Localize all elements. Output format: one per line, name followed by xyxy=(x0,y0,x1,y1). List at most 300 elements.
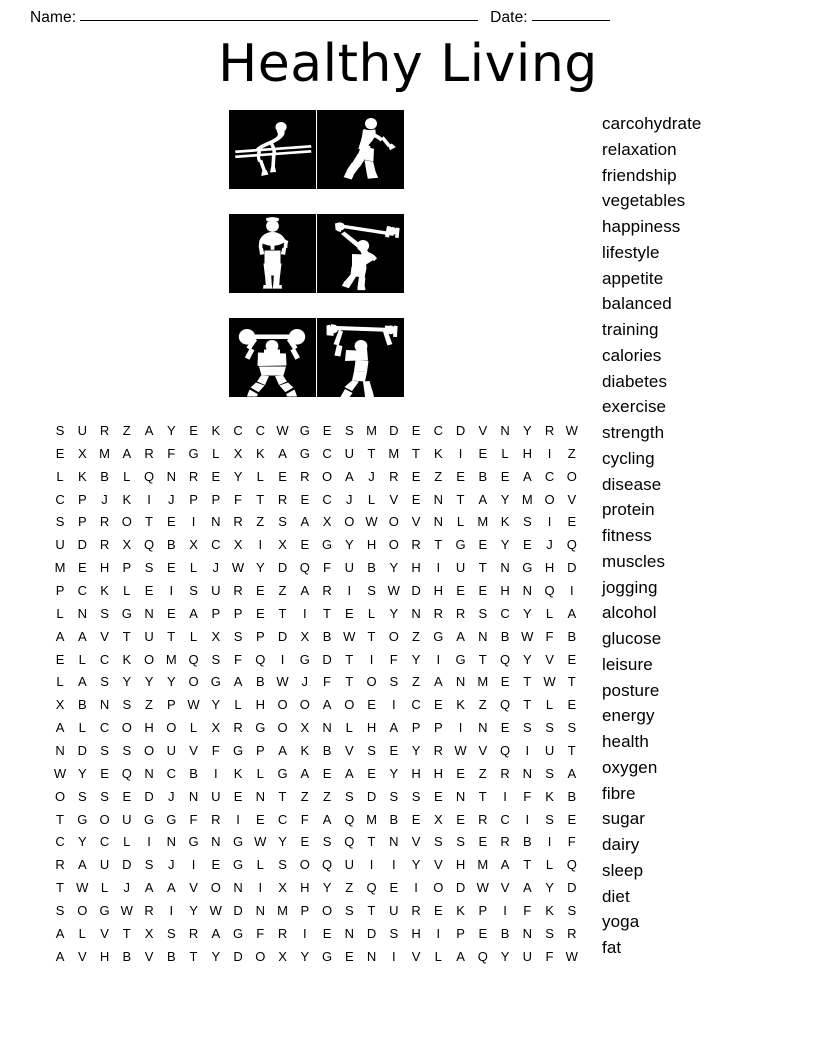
grid-letter[interactable]: I xyxy=(436,560,441,576)
grid-letter[interactable]: C xyxy=(411,697,421,713)
grid-letter[interactable]: C xyxy=(77,582,88,598)
grid-letter[interactable]: I xyxy=(302,925,307,941)
grid-letter[interactable]: E xyxy=(255,582,265,598)
grid-letter[interactable]: R xyxy=(211,811,221,827)
grid-letter[interactable]: X xyxy=(300,720,310,736)
grid-letter[interactable]: B xyxy=(100,468,110,484)
grid-letter[interactable]: D xyxy=(144,788,154,804)
grid-letter[interactable]: B xyxy=(367,560,377,576)
grid-letter[interactable]: W xyxy=(343,628,356,644)
grid-letter[interactable]: K xyxy=(233,765,243,781)
grid-letter[interactable]: X xyxy=(233,445,243,461)
grid-letter[interactable]: H xyxy=(544,560,555,576)
grid-letter[interactable]: Q xyxy=(321,857,333,873)
grid-letter[interactable]: F xyxy=(211,742,220,758)
grid-letter[interactable]: L xyxy=(56,468,64,484)
grid-letter[interactable]: Y xyxy=(389,605,399,621)
grid-letter[interactable]: T xyxy=(523,857,532,873)
grid-letter[interactable]: S xyxy=(522,514,532,530)
grid-letter[interactable]: E xyxy=(189,422,199,438)
grid-letter[interactable]: A xyxy=(77,674,87,690)
grid-letter[interactable]: A xyxy=(55,925,65,941)
grid-letter[interactable]: N xyxy=(500,422,510,438)
grid-letter[interactable]: Z xyxy=(412,674,421,690)
grid-letter[interactable]: Y xyxy=(389,560,399,576)
grid-letter[interactable]: B xyxy=(255,674,265,690)
grid-letter[interactable]: L xyxy=(78,651,87,667)
grid-letter[interactable]: F xyxy=(323,560,332,576)
grid-letter[interactable]: A xyxy=(300,514,310,530)
grid-letter[interactable]: E xyxy=(300,491,310,507)
grid-letter[interactable]: A xyxy=(144,422,154,438)
grid-letter[interactable]: G xyxy=(166,811,177,827)
grid-letter[interactable]: S xyxy=(478,605,488,621)
grid-letter[interactable]: O xyxy=(299,697,311,713)
grid-letter[interactable]: R xyxy=(411,537,421,553)
grid-letter[interactable]: V xyxy=(433,857,443,873)
grid-letter[interactable]: F xyxy=(167,445,176,461)
grid-letter[interactable]: X xyxy=(144,925,154,941)
grid-letter[interactable]: M xyxy=(477,514,489,530)
grid-letter[interactable]: S xyxy=(567,720,577,736)
grid-letter[interactable]: H xyxy=(455,857,466,873)
grid-letter[interactable]: R xyxy=(99,537,110,553)
grid-letter[interactable]: F xyxy=(389,651,398,667)
grid-letter[interactable]: F xyxy=(567,834,576,850)
grid-letter[interactable]: S xyxy=(367,582,377,598)
grid-letter[interactable]: E xyxy=(211,468,221,484)
grid-letter[interactable]: G xyxy=(121,605,133,621)
grid-letter[interactable]: A xyxy=(55,720,65,736)
grid-letter[interactable]: A xyxy=(433,674,443,690)
grid-letter[interactable]: S xyxy=(344,788,354,804)
grid-letter[interactable]: O xyxy=(143,651,155,667)
grid-letter[interactable]: Q xyxy=(299,560,311,576)
grid-letter[interactable]: T xyxy=(367,902,376,918)
grid-letter[interactable]: E xyxy=(411,811,421,827)
grid-letter[interactable]: V xyxy=(411,834,421,850)
grid-letter[interactable]: C xyxy=(544,468,555,484)
grid-letter[interactable]: T xyxy=(189,948,198,964)
grid-letter[interactable]: X xyxy=(77,445,87,461)
grid-letter[interactable]: O xyxy=(121,514,133,530)
grid-letter[interactable]: D xyxy=(277,560,288,576)
grid-letter[interactable]: V xyxy=(100,628,110,644)
grid-letter[interactable]: G xyxy=(299,422,311,438)
grid-letter[interactable]: U xyxy=(544,742,555,758)
grid-letter[interactable]: M xyxy=(388,445,400,461)
grid-letter[interactable]: G xyxy=(188,445,199,461)
grid-letter[interactable]: E xyxy=(456,811,466,827)
grid-letter[interactable]: C xyxy=(211,537,221,553)
grid-letter[interactable]: S xyxy=(567,902,577,918)
grid-letter[interactable]: I xyxy=(169,582,174,598)
grid-letter[interactable]: H xyxy=(366,537,377,553)
grid-letter[interactable]: L xyxy=(367,491,376,507)
grid-letter[interactable]: E xyxy=(456,582,466,598)
grid-letter[interactable]: N xyxy=(166,468,177,484)
grid-letter[interactable]: Y xyxy=(500,537,510,553)
grid-letter[interactable]: E xyxy=(478,445,488,461)
grid-letter[interactable]: Z xyxy=(256,514,265,530)
grid-letter[interactable]: T xyxy=(323,605,332,621)
grid-letter[interactable]: E xyxy=(322,765,332,781)
grid-letter[interactable]: E xyxy=(389,880,399,896)
grid-letter[interactable]: S xyxy=(144,560,154,576)
grid-letter[interactable]: T xyxy=(478,651,487,667)
grid-letter[interactable]: Y xyxy=(344,537,354,553)
grid-letter[interactable]: L xyxy=(367,605,376,621)
grid-letter[interactable]: T xyxy=(122,925,131,941)
grid-letter[interactable]: Y xyxy=(211,948,221,964)
grid-letter[interactable]: S xyxy=(433,834,443,850)
grid-letter[interactable]: D xyxy=(389,422,399,438)
grid-letter[interactable]: L xyxy=(256,765,265,781)
grid-letter[interactable]: K xyxy=(433,445,443,461)
grid-letter[interactable]: P xyxy=(300,902,310,918)
grid-letter[interactable]: Q xyxy=(499,697,511,713)
grid-letter[interactable]: Y xyxy=(522,422,532,438)
grid-letter[interactable]: S xyxy=(545,811,555,827)
grid-letter[interactable]: O xyxy=(321,468,333,484)
grid-letter[interactable]: B xyxy=(166,948,176,964)
grid-letter[interactable]: S xyxy=(456,834,466,850)
grid-letter[interactable]: B xyxy=(322,628,332,644)
grid-letter[interactable]: W xyxy=(209,902,223,918)
grid-letter[interactable]: E xyxy=(166,605,176,621)
grid-letter[interactable]: E xyxy=(322,925,332,941)
grid-letter[interactable]: N xyxy=(478,628,488,644)
grid-letter[interactable]: I xyxy=(280,651,285,667)
grid-letter[interactable]: W xyxy=(276,422,289,438)
grid-letter[interactable]: R xyxy=(277,491,288,507)
grid-letter[interactable]: U xyxy=(344,560,355,576)
grid-letter[interactable]: S xyxy=(278,857,288,873)
grid-letter[interactable]: G xyxy=(299,651,311,667)
grid-letter[interactable]: N xyxy=(344,925,355,941)
grid-letter[interactable]: V xyxy=(144,948,154,964)
grid-letter[interactable]: Q xyxy=(566,857,578,873)
grid-letter[interactable]: H xyxy=(433,765,444,781)
grid-letter[interactable]: W xyxy=(120,902,134,918)
grid-letter[interactable]: K xyxy=(500,514,510,530)
grid-letter[interactable]: R xyxy=(144,902,154,918)
grid-letter[interactable]: V xyxy=(500,880,510,896)
grid-letter[interactable]: J xyxy=(101,491,108,507)
grid-letter[interactable]: I xyxy=(458,445,463,461)
grid-letter[interactable]: S xyxy=(322,834,332,850)
grid-letter[interactable]: R xyxy=(567,925,577,941)
grid-letter[interactable]: E xyxy=(367,697,377,713)
grid-letter[interactable]: T xyxy=(122,628,131,644)
grid-letter[interactable]: I xyxy=(391,948,396,964)
grid-letter[interactable]: X xyxy=(189,537,199,553)
grid-letter[interactable]: N xyxy=(166,834,177,850)
grid-letter[interactable]: L xyxy=(234,697,242,713)
grid-letter[interactable]: G xyxy=(232,742,244,758)
grid-letter[interactable]: F xyxy=(545,948,554,964)
grid-letter[interactable]: K xyxy=(77,468,87,484)
grid-letter[interactable]: V xyxy=(189,742,199,758)
grid-letter[interactable]: I xyxy=(147,491,152,507)
grid-letter[interactable]: P xyxy=(122,560,132,576)
grid-letter[interactable]: Y xyxy=(545,880,555,896)
grid-letter[interactable]: S xyxy=(367,742,377,758)
grid-letter[interactable]: M xyxy=(99,445,111,461)
grid-letter[interactable]: A xyxy=(211,925,221,941)
grid-letter[interactable]: B xyxy=(500,628,510,644)
grid-letter[interactable]: T xyxy=(256,491,265,507)
grid-letter[interactable]: Z xyxy=(434,468,443,484)
grid-letter[interactable]: A xyxy=(344,765,354,781)
grid-letter[interactable]: R xyxy=(99,422,110,438)
grid-letter[interactable]: I xyxy=(525,742,530,758)
grid-letter[interactable]: O xyxy=(299,857,311,873)
grid-letter[interactable]: H xyxy=(99,560,110,576)
grid-letter[interactable]: I xyxy=(258,537,263,553)
grid-letter[interactable]: N xyxy=(211,514,221,530)
grid-letter[interactable]: Q xyxy=(143,468,155,484)
grid-letter[interactable]: N xyxy=(144,765,154,781)
grid-letter[interactable]: T xyxy=(145,514,154,530)
grid-letter[interactable]: N xyxy=(144,605,154,621)
grid-letter[interactable]: C xyxy=(99,720,110,736)
grid-letter[interactable]: D xyxy=(567,880,577,896)
grid-letter[interactable]: L xyxy=(123,582,131,598)
grid-letter[interactable]: Z xyxy=(323,788,332,804)
grid-letter[interactable]: O xyxy=(388,628,400,644)
grid-letter[interactable]: E xyxy=(344,948,354,964)
grid-letter[interactable]: E xyxy=(478,834,488,850)
grid-letter[interactable]: H xyxy=(144,720,154,736)
grid-letter[interactable]: N xyxy=(389,834,399,850)
grid-letter[interactable]: D xyxy=(366,925,377,941)
grid-letter[interactable]: N xyxy=(500,560,510,576)
grid-letter[interactable]: E xyxy=(322,422,332,438)
grid-letter[interactable]: W xyxy=(543,674,556,690)
grid-letter[interactable]: O xyxy=(277,697,288,713)
grid-letter[interactable]: E xyxy=(344,605,354,621)
grid-letter[interactable]: N xyxy=(366,948,377,964)
grid-letter[interactable]: Q xyxy=(566,537,578,553)
grid-letter[interactable]: E xyxy=(567,811,577,827)
grid-letter[interactable]: P xyxy=(456,925,466,941)
grid-letter[interactable]: B xyxy=(122,948,132,964)
grid-letter[interactable]: K xyxy=(456,697,466,713)
grid-letter[interactable]: S xyxy=(100,742,110,758)
grid-letter[interactable]: X xyxy=(322,514,332,530)
grid-letter[interactable]: T xyxy=(412,445,421,461)
grid-letter[interactable]: G xyxy=(455,537,466,553)
grid-letter[interactable]: I xyxy=(347,582,352,598)
grid-letter[interactable]: A xyxy=(456,948,466,964)
grid-letter[interactable]: A xyxy=(456,628,466,644)
grid-letter[interactable]: S xyxy=(166,925,176,941)
grid-letter[interactable]: F xyxy=(300,811,309,827)
grid-letter[interactable]: W xyxy=(476,880,490,896)
grid-letter[interactable]: Y xyxy=(522,651,532,667)
grid-letter[interactable]: Q xyxy=(255,651,266,667)
grid-letter[interactable]: L xyxy=(56,674,64,690)
grid-letter[interactable]: F xyxy=(234,651,243,667)
grid-letter[interactable]: P xyxy=(211,491,221,507)
grid-letter[interactable]: X xyxy=(122,537,132,553)
grid-letter[interactable]: A xyxy=(77,628,87,644)
grid-letter[interactable]: E xyxy=(567,651,577,667)
grid-letter[interactable]: J xyxy=(212,560,220,576)
grid-letter[interactable]: R xyxy=(455,605,466,621)
grid-letter[interactable]: W xyxy=(565,948,579,964)
grid-letter[interactable]: O xyxy=(277,720,288,736)
grid-letter[interactable]: G xyxy=(232,834,244,850)
grid-letter[interactable]: A xyxy=(322,811,332,827)
grid-letter[interactable]: O xyxy=(388,537,400,553)
grid-letter[interactable]: V xyxy=(478,742,488,758)
grid-letter[interactable]: P xyxy=(55,582,65,598)
grid-letter[interactable]: B xyxy=(478,468,488,484)
grid-letter[interactable]: P xyxy=(433,720,443,736)
grid-letter[interactable]: O xyxy=(344,514,355,530)
grid-letter[interactable]: D xyxy=(455,880,466,896)
grid-letter[interactable]: D xyxy=(322,651,332,667)
grid-letter[interactable]: X xyxy=(278,537,288,553)
grid-letter[interactable]: I xyxy=(213,765,218,781)
grid-letter[interactable]: V xyxy=(100,925,110,941)
grid-letter[interactable]: F xyxy=(189,811,198,827)
grid-letter[interactable]: U xyxy=(144,628,154,644)
grid-letter[interactable]: E xyxy=(211,857,221,873)
grid-letter[interactable]: S xyxy=(122,742,132,758)
grid-letter[interactable]: L xyxy=(545,697,554,713)
grid-letter[interactable]: Q xyxy=(188,651,199,667)
grid-letter[interactable]: N xyxy=(478,720,488,736)
grid-letter[interactable]: C xyxy=(233,422,243,438)
grid-letter[interactable]: W xyxy=(254,834,267,850)
grid-letter[interactable]: H xyxy=(433,582,444,598)
grid-letter[interactable]: G xyxy=(321,537,333,553)
grid-letter[interactable]: Y xyxy=(77,834,87,850)
grid-letter[interactable]: C xyxy=(500,605,510,621)
grid-letter[interactable]: N xyxy=(255,788,266,804)
grid-letter[interactable]: T xyxy=(434,537,443,553)
grid-letter[interactable]: A xyxy=(300,582,310,598)
grid-letter[interactable]: T xyxy=(523,697,532,713)
grid-letter[interactable]: N xyxy=(522,582,533,598)
grid-letter[interactable]: N xyxy=(211,834,221,850)
grid-letter[interactable]: Q xyxy=(499,742,511,758)
grid-letter[interactable]: J xyxy=(168,491,175,507)
grid-letter[interactable]: V xyxy=(411,514,421,530)
grid-letter[interactable]: D xyxy=(411,582,421,598)
grid-letter[interactable]: X xyxy=(300,628,310,644)
grid-letter[interactable]: G xyxy=(77,811,88,827)
grid-letter[interactable]: E xyxy=(433,902,443,918)
grid-letter[interactable]: E xyxy=(567,697,577,713)
grid-letter[interactable]: U xyxy=(389,902,399,918)
grid-letter[interactable]: Z xyxy=(122,422,131,438)
grid-letter[interactable]: Z xyxy=(345,880,354,896)
grid-letter[interactable]: X xyxy=(433,811,443,827)
grid-letter[interactable]: O xyxy=(143,742,155,758)
grid-letter[interactable]: W xyxy=(521,628,534,644)
grid-letter[interactable]: A xyxy=(478,491,488,507)
grid-letter[interactable]: D xyxy=(122,857,132,873)
grid-letter[interactable]: I xyxy=(525,811,530,827)
grid-letter[interactable]: W xyxy=(565,422,579,438)
grid-letter[interactable]: O xyxy=(166,720,177,736)
grid-letter[interactable]: L xyxy=(212,445,220,461)
grid-letter[interactable]: S xyxy=(100,674,110,690)
grid-letter[interactable]: L xyxy=(256,468,265,484)
grid-letter[interactable]: R xyxy=(478,811,488,827)
grid-letter[interactable]: G xyxy=(321,948,333,964)
grid-letter[interactable]: Y xyxy=(411,857,421,873)
grid-letter[interactable]: R xyxy=(500,765,510,781)
grid-letter[interactable]: G xyxy=(299,445,311,461)
grid-letter[interactable]: Z xyxy=(478,765,487,781)
grid-letter[interactable]: M xyxy=(54,560,66,576)
grid-letter[interactable]: Z xyxy=(278,582,287,598)
grid-letter[interactable]: Y xyxy=(122,674,132,690)
grid-letter[interactable]: N xyxy=(233,880,243,896)
grid-letter[interactable]: R xyxy=(322,582,332,598)
grid-letter[interactable]: Y xyxy=(278,834,288,850)
grid-letter[interactable]: B xyxy=(77,697,87,713)
grid-letter[interactable]: E xyxy=(233,788,243,804)
grid-letter[interactable]: T xyxy=(367,628,376,644)
grid-letter[interactable]: C xyxy=(166,765,177,781)
grid-letter[interactable]: Z xyxy=(412,628,421,644)
grid-letter[interactable]: E xyxy=(255,605,265,621)
grid-letter[interactable]: M xyxy=(477,857,489,873)
grid-letter[interactable]: S xyxy=(522,720,532,736)
grid-letter[interactable]: N xyxy=(522,765,533,781)
grid-letter[interactable]: H xyxy=(500,582,510,598)
grid-letter[interactable]: L xyxy=(545,857,554,873)
grid-letter[interactable]: Y xyxy=(233,468,243,484)
grid-letter[interactable]: O xyxy=(566,468,578,484)
grid-letter[interactable]: Q xyxy=(544,582,555,598)
grid-letter[interactable]: T xyxy=(478,788,487,804)
grid-letter[interactable]: W xyxy=(187,697,200,713)
grid-letter[interactable]: E xyxy=(433,788,443,804)
grid-letter[interactable]: A xyxy=(144,880,154,896)
grid-letter[interactable]: O xyxy=(321,902,333,918)
grid-letter[interactable]: A xyxy=(166,880,176,896)
grid-letter[interactable]: E xyxy=(500,468,510,484)
grid-letter[interactable]: I xyxy=(302,605,307,621)
grid-letter[interactable]: P xyxy=(255,628,265,644)
grid-letter[interactable]: N xyxy=(55,742,65,758)
grid-letter[interactable]: N xyxy=(455,788,466,804)
grid-letter[interactable]: Y xyxy=(322,880,332,896)
grid-letter[interactable]: F xyxy=(256,925,265,941)
grid-letter[interactable]: A xyxy=(300,765,310,781)
grid-letter[interactable]: S xyxy=(389,674,399,690)
grid-letter[interactable]: L xyxy=(189,720,198,736)
grid-letter[interactable]: W xyxy=(387,582,401,598)
grid-letter[interactable]: Y xyxy=(500,948,510,964)
grid-letter[interactable]: C xyxy=(322,445,332,461)
grid-letter[interactable]: Q xyxy=(366,880,377,896)
grid-letter[interactable]: O xyxy=(77,902,88,918)
grid-letter[interactable]: K xyxy=(122,491,132,507)
grid-letter[interactable]: T xyxy=(56,811,65,827)
grid-letter[interactable]: K xyxy=(545,902,555,918)
grid-letter[interactable]: G xyxy=(522,560,533,576)
grid-letter[interactable]: E xyxy=(77,560,87,576)
grid-letter[interactable]: E xyxy=(456,468,466,484)
